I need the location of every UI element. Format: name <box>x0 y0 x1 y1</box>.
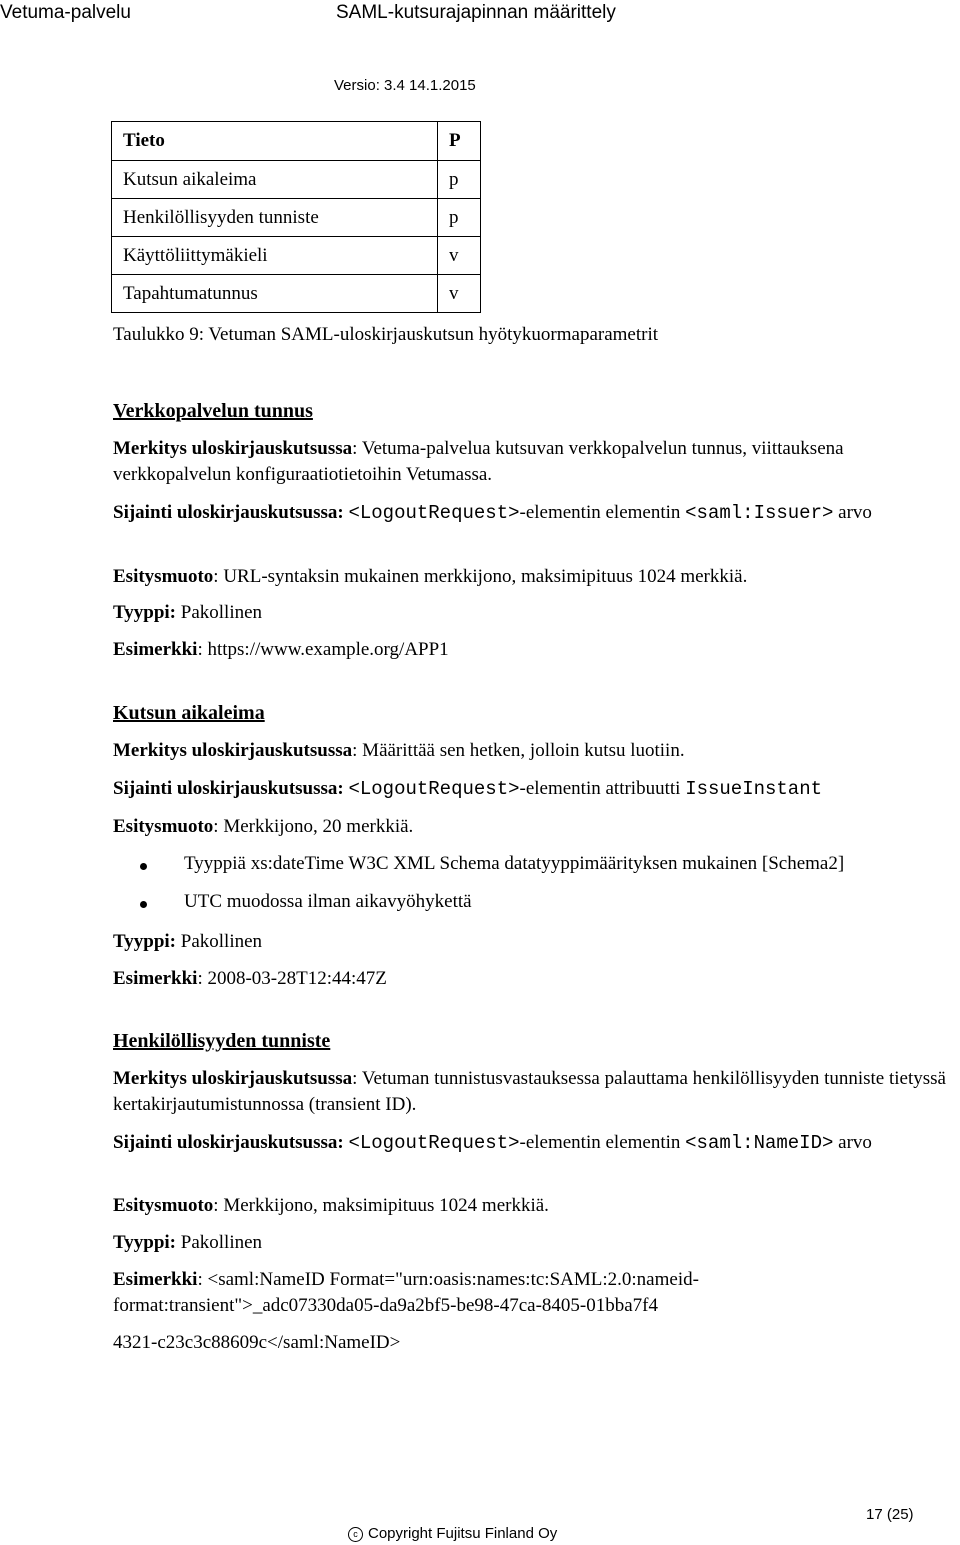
format-paragraph: Esitysmuoto: URL-syntaksin mukainen merkkijono, maksimipituus 1024 merkkiä. <box>113 566 748 587</box>
table-row <box>112 275 481 313</box>
meaning-paragraph: Merkitys uloskirjauskutsussa: Määrittää sen hetken, jolloin kutsu luotiin. <box>113 740 685 761</box>
bullet-icon <box>140 863 147 870</box>
table-row <box>112 199 481 237</box>
table-header-row <box>112 122 481 161</box>
page-number: 17 (25) <box>866 1506 914 1523</box>
section-title: Verkkopalvelun tunnus <box>113 400 313 422</box>
table-caption: Taulukko 9: Vetuman SAML-uloskirjauskutsun hyötykuormaparametrit <box>113 324 659 345</box>
table-cell: p <box>438 199 481 237</box>
table-cell: Käyttöliittymäkieli <box>112 237 438 275</box>
table-cell: v <box>438 275 481 313</box>
meaning-paragraph: Merkitys uloskirjauskutsussa: Vetuma-palvelua kutsuvan verkkopalvelun tunnus, viittauksena verkkopalvelun konfiguraatiotietoihin Vetumassa. <box>113 438 844 485</box>
copyright-icon: c <box>348 1527 363 1542</box>
bullet-icon <box>140 901 147 908</box>
format-paragraph: Esitysmuoto: Merkkijono, 20 merkkiä. <box>113 816 414 837</box>
type-paragraph: Tyyppi: Pakollinen <box>113 931 263 952</box>
table-row <box>112 161 481 199</box>
parameters-table <box>111 121 481 313</box>
format-paragraph: Esitysmuoto: Merkkijono, maksimipituus 1024 merkkiä. <box>113 1195 549 1216</box>
table-cell: p <box>438 161 481 199</box>
type-paragraph: Tyyppi: Pakollinen <box>113 602 263 623</box>
table-cell: v <box>438 237 481 275</box>
example-paragraph: Esimerkki: 2008-03-28T12:44:47Z <box>113 968 387 989</box>
type-paragraph: Tyyppi: Pakollinen <box>113 1232 263 1253</box>
example-paragraph: Esimerkki: https://www.example.org/APP1 <box>113 639 449 660</box>
example-continuation: 4321-c23c3c88609c</saml:NameID> <box>113 1332 401 1353</box>
location-paragraph: Sijainti uloskirjauskutsussa: <LogoutRequest>-elementin attribuutti IssueInstant <box>113 778 823 800</box>
section-title: Henkilöllisyyden tunniste <box>113 1030 331 1052</box>
table-header-cell: Tieto <box>112 122 438 161</box>
location-paragraph: Sijainti uloskirjauskutsussa: <LogoutRequest>-elementin elementin <saml:NameID> arvo <box>113 1132 872 1154</box>
example-paragraph: Esimerkki: <saml:NameID Format="urn:oasis:names:tc:SAML:2.0:nameid-format:transient">_adc07330da05-da9a2bf5-be98-47ca-8405-01bba7f4 <box>113 1269 699 1316</box>
document-title: SAML-kutsurajapinnan määrittely <box>336 2 616 23</box>
table-cell: Tapahtumatunnus <box>112 275 438 313</box>
section-title: Kutsun aikaleima <box>113 702 265 724</box>
table-cell: Kutsun aikaleima <box>112 161 438 199</box>
table-cell: Henkilöllisyyden tunniste <box>112 199 438 237</box>
table-header-cell: P <box>438 122 481 161</box>
footer-copyright: c Copyright Fujitsu Finland Oy <box>348 1525 557 1542</box>
version-info: Versio: 3.4 14.1.2015 <box>334 77 476 94</box>
meaning-paragraph: Merkitys uloskirjauskutsussa: Vetuman tunnistusvastauksessa palauttama henkilöllisyyden tunniste tietyssä kertakirjautumistunnossa (transient ID). <box>113 1068 946 1115</box>
table-row <box>112 237 481 275</box>
location-paragraph: Sijainti uloskirjauskutsussa: <LogoutRequest>-elementin elementin <saml:Issuer> arvo <box>113 502 872 524</box>
header-left: Vetuma-palvelu <box>0 2 131 23</box>
